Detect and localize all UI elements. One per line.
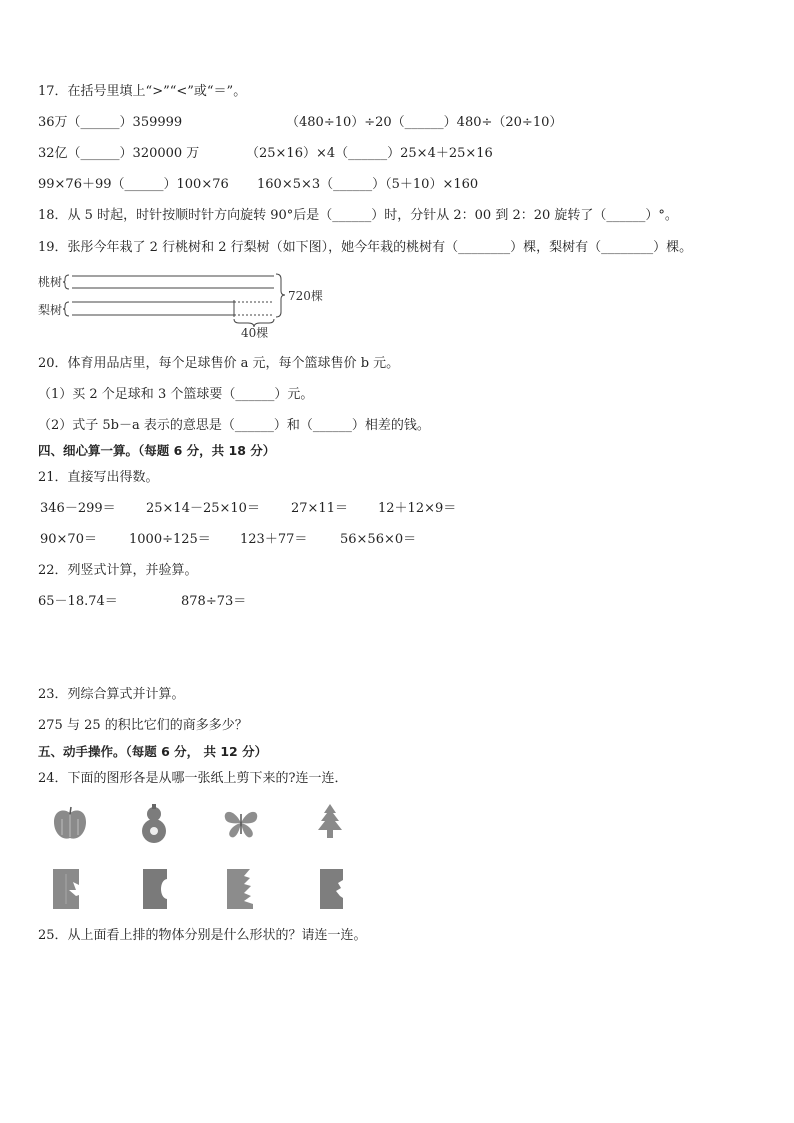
section5-heading: 五、动手操作。（每题 6 分， 共 12 分） [38, 744, 268, 759]
q23-title: 23．列综合算式并计算。 [38, 687, 185, 702]
cut-paper-icon-3[interactable] [226, 868, 254, 910]
q24-title: 24．下面的图形各是从哪一张纸上剪下来的?连一连． [38, 771, 348, 786]
section4-heading: 四、细心算一算。（每题 6 分，共 18 分） [38, 443, 276, 458]
q21-title: 21．直接写出得数。 [38, 470, 159, 485]
q17-title: 17．在括号里填上“>”“<”或“＝”。 [38, 84, 247, 99]
butterfly-icon[interactable] [220, 804, 262, 842]
q21-r1c2: 25×14－25×10＝ [146, 501, 260, 516]
total-label: 720棵 [288, 289, 323, 303]
diff-label: 40棵 [241, 326, 269, 338]
q17-row1-right: （480÷10）÷20（______）480÷（20÷10） [286, 115, 563, 130]
q20-part1: （1）买 2 个足球和 3 个篮球要（______）元。 [38, 387, 314, 402]
q17-row1-left: 36万（______）359999 [38, 115, 183, 130]
apple-icon[interactable] [50, 805, 90, 843]
cut-paper-icon-2[interactable] [142, 868, 168, 910]
q17-row2-right: （25×16）×4（______）25×4＋25×16 [246, 146, 493, 161]
q25-text: 25．从上面看上排的物体分别是什么形状的？请连一连。 [38, 928, 367, 943]
q20-part2: （2）式子 5b－a 表示的意思是（______）和（______）相差的钱。 [38, 418, 430, 433]
pear-label: 梨树 [38, 303, 63, 317]
q17-row3-left: 99×76＋99（______）100×76 [38, 177, 229, 192]
tree-icon[interactable] [312, 802, 348, 844]
q19-text: 19．张彤今年栽了 2 行桃树和 2 行梨树（如下图），她今年栽的桃树有（________）棵，梨树有（________）棵。 [38, 240, 693, 255]
q20-title: 20．体育用品店里，每个足球售价 a 元，每个篮球售价 b 元。 [38, 356, 400, 371]
q17-row2-left: 32亿（______）320000 万 [38, 146, 200, 161]
q22-b: 878÷73＝ [181, 594, 247, 609]
q21-r1c4: 12＋12×9＝ [378, 501, 457, 516]
q21-r2c2: 1000÷125＝ [129, 532, 211, 547]
q22-a: 65－18.74＝ [38, 594, 118, 609]
q18-text: 18．从 5 时起，时针按顺时针方向旋转 90°后是（______）时，分针从 2：00 到 2：20 旋转了（______）°。 [38, 208, 678, 223]
q17-row3-right: 160×5×3（______）（5＋10）×160 [257, 177, 479, 192]
tree-rows-diagram [36, 266, 336, 338]
cut-paper-icon-1[interactable] [52, 868, 82, 910]
q21-r2c1: 90×70＝ [40, 532, 97, 547]
peach-label: 桃树 [38, 275, 63, 289]
q22-title: 22．列竖式计算，并验算。 [38, 563, 198, 578]
q21-r2c4: 56×56×0＝ [340, 532, 417, 547]
cut-paper-icon-4[interactable] [319, 868, 345, 910]
q21-r1c1: 346－299＝ [40, 501, 116, 516]
q23-text: 275 与 25 的积比它们的商多多少？ [38, 718, 248, 733]
q21-r1c3: 27×11＝ [291, 501, 348, 516]
gourd-icon[interactable] [137, 803, 171, 845]
q21-r2c3: 123＋77＝ [240, 532, 308, 547]
